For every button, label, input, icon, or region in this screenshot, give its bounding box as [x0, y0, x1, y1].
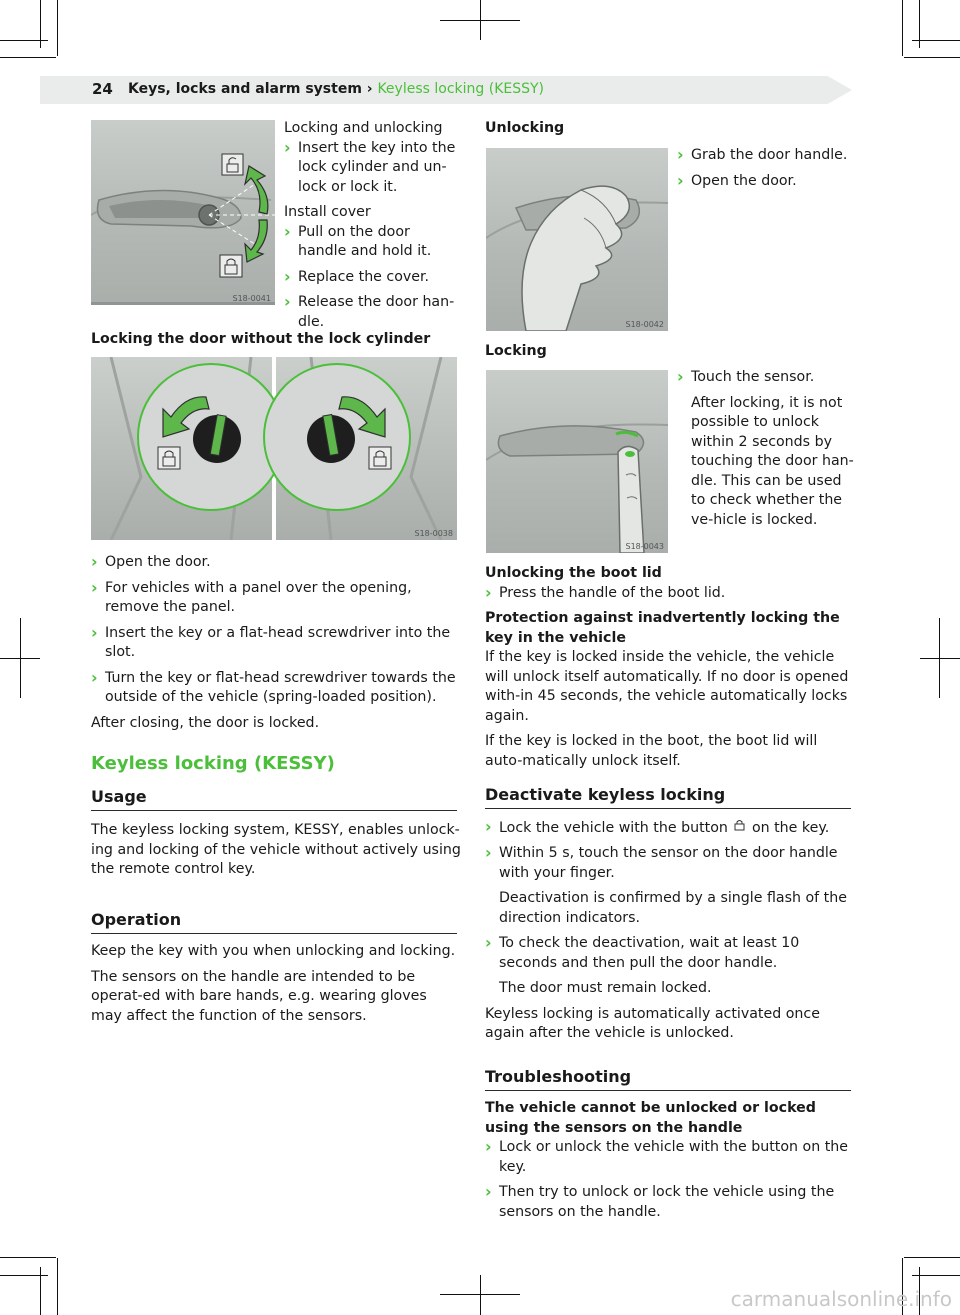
section-heading: The vehicle cannot be unlocked or locked using the sensors on the handle: [485, 1100, 816, 1136]
crop-mark: [20, 618, 21, 698]
section-heading: Install cover: [284, 204, 371, 220]
step-note: The door must remain locked.: [499, 980, 712, 997]
step-item: › Within 5 s, touch the sensor on the door handle with your finger.: [485, 844, 857, 883]
watermark: carmanualsonline.info: [730, 1287, 952, 1311]
deactivate-heading: Deactivate keyless locking: [485, 785, 851, 809]
crop-mark: [0, 1257, 56, 1258]
operation-text: [91, 942, 461, 1026]
troubleshooting-section: [485, 1099, 857, 1222]
unlocking-heading: Unlocking: [485, 120, 565, 136]
figure-label: S18-0043: [625, 542, 664, 551]
step-item: › Press the handle of the boot lid.: [485, 584, 857, 604]
screwdriver-slot-illustration: [91, 357, 457, 540]
no-cylinder-steps: [91, 553, 463, 733]
no-cylinder-heading: Locking the door without the lock cylinder: [91, 331, 431, 347]
crop-mark: [920, 658, 960, 659]
step-item: › Then try to unlock or lock the vehicle using the sensors on the handle.: [485, 1183, 857, 1222]
usage-text: The keyless locking system, KESSY, enables unlock-ing and locking of the vehicle without actively using the remote control key.: [91, 822, 461, 877]
step-item: › Lock or unlock the vehicle with the button on the key.: [485, 1138, 857, 1177]
figure-label: S18-0041: [232, 294, 271, 303]
step-item: › For vehicles with a panel over the opening, remove the panel.: [91, 579, 463, 618]
crop-mark: [40, 0, 41, 48]
unlocking-steps: [677, 146, 853, 191]
crop-mark: [919, 0, 920, 48]
protection-paragraph: If the key is locked in the boot, the boot lid will auto-matically unlock itself.: [485, 733, 818, 769]
page-number: 24: [92, 80, 113, 98]
deactivate-steps: [485, 818, 857, 1044]
breadcrumb: [128, 81, 544, 97]
figure-lock-without-cylinder: [91, 357, 457, 540]
step-item: › To check the deactivation, wait at least 10 seconds and then pull the door handle.: [485, 934, 857, 973]
step-text: Lock the vehicle with the button: [499, 819, 728, 836]
section-heading: Protection against inadvertently locking the key in the vehicle: [485, 610, 840, 646]
crop-mark: [57, 0, 58, 56]
step-item: › Touch the sensor.: [677, 368, 857, 388]
step-item: › Insert the key or a flat-head screwdriver into the slot.: [91, 624, 463, 663]
door-handle-illustration: [91, 120, 275, 305]
figure-label: S18-0038: [414, 529, 453, 538]
figure-locking: [486, 370, 668, 553]
breadcrumb-section[interactable]: Keys, locks and alarm system: [128, 81, 362, 97]
operation-paragraph: The sensors on the handle are intended to be operat-ed with bare hands, e.g. wearing gloves may affect the function of the sensors.: [91, 968, 427, 1024]
locking-steps: [677, 368, 857, 530]
boot-lid-section: [485, 564, 857, 771]
protection-paragraph: If the key is locked inside the vehicle, the vehicle will unlock itself automatically. If no door is opened with-in 45 seconds, the vehicle automatically locks again.: [485, 649, 849, 724]
step-item: [485, 818, 857, 838]
crop-mark: [480, 1275, 481, 1315]
crop-mark: [939, 618, 940, 698]
kessy-title: Keyless locking (KESSY): [91, 753, 335, 774]
reactivation-note: Keyless locking is automatically activated once again after the vehicle is unlocked.: [485, 1005, 820, 1042]
crop-mark: [904, 57, 960, 58]
step-item: › Replace the cover.: [284, 268, 456, 288]
lock-unlock-steps: [284, 119, 456, 332]
step-item: › Release the door han-dle.: [284, 293, 456, 332]
step-item: › Grab the door handle.: [677, 146, 853, 166]
figure-lock-cylinder: [91, 120, 275, 305]
finger-touch-sensor-illustration: [486, 370, 668, 553]
hand-grab-illustration: [486, 148, 668, 331]
step-note: Deactivation is confirmed by a single flash of the direction indicators.: [499, 890, 847, 926]
crop-mark: [57, 1258, 58, 1315]
section-heading: Locking and unlocking: [284, 120, 443, 136]
step-item: › Turn the key or flat-head screwdriver towards the outside of the vehicle (spring-loaded position).: [91, 669, 463, 708]
locking-heading: Locking: [485, 343, 547, 359]
lock-button-icon: [734, 818, 745, 838]
step-text: on the key.: [751, 819, 830, 836]
crop-mark: [480, 0, 481, 40]
crop-mark: [40, 1267, 41, 1315]
step-item: › Insert the key into the lock cylinder and un-lock or lock it.: [284, 139, 456, 198]
figure-unlocking: [486, 148, 668, 331]
breadcrumb-separator: ›: [366, 81, 373, 97]
crop-mark: [902, 0, 903, 56]
figure-label: S18-0042: [625, 320, 664, 329]
step-item: › Pull on the door handle and hold it.: [284, 223, 456, 262]
operation-heading: Operation: [91, 910, 457, 934]
breadcrumb-current[interactable]: Keyless locking (KESSY): [377, 81, 545, 97]
usage-heading: Usage: [91, 787, 457, 811]
after-closing-note: After closing, the door is locked.: [91, 714, 320, 731]
troubleshooting-heading: Troubleshooting: [485, 1067, 851, 1091]
step-item: › Open the door.: [91, 553, 463, 573]
section-heading: Unlocking the boot lid: [485, 565, 662, 581]
operation-paragraph: Keep the key with you when unlocking and locking.: [91, 943, 456, 959]
crop-mark: [0, 57, 56, 58]
step-item: › Open the door.: [677, 172, 853, 192]
crop-mark: [904, 1257, 960, 1258]
locking-note: After locking, it is not possible to unlock within 2 seconds by touching the door han-dle. This can be used to check whether the ve-hicle is locked.: [691, 394, 854, 528]
